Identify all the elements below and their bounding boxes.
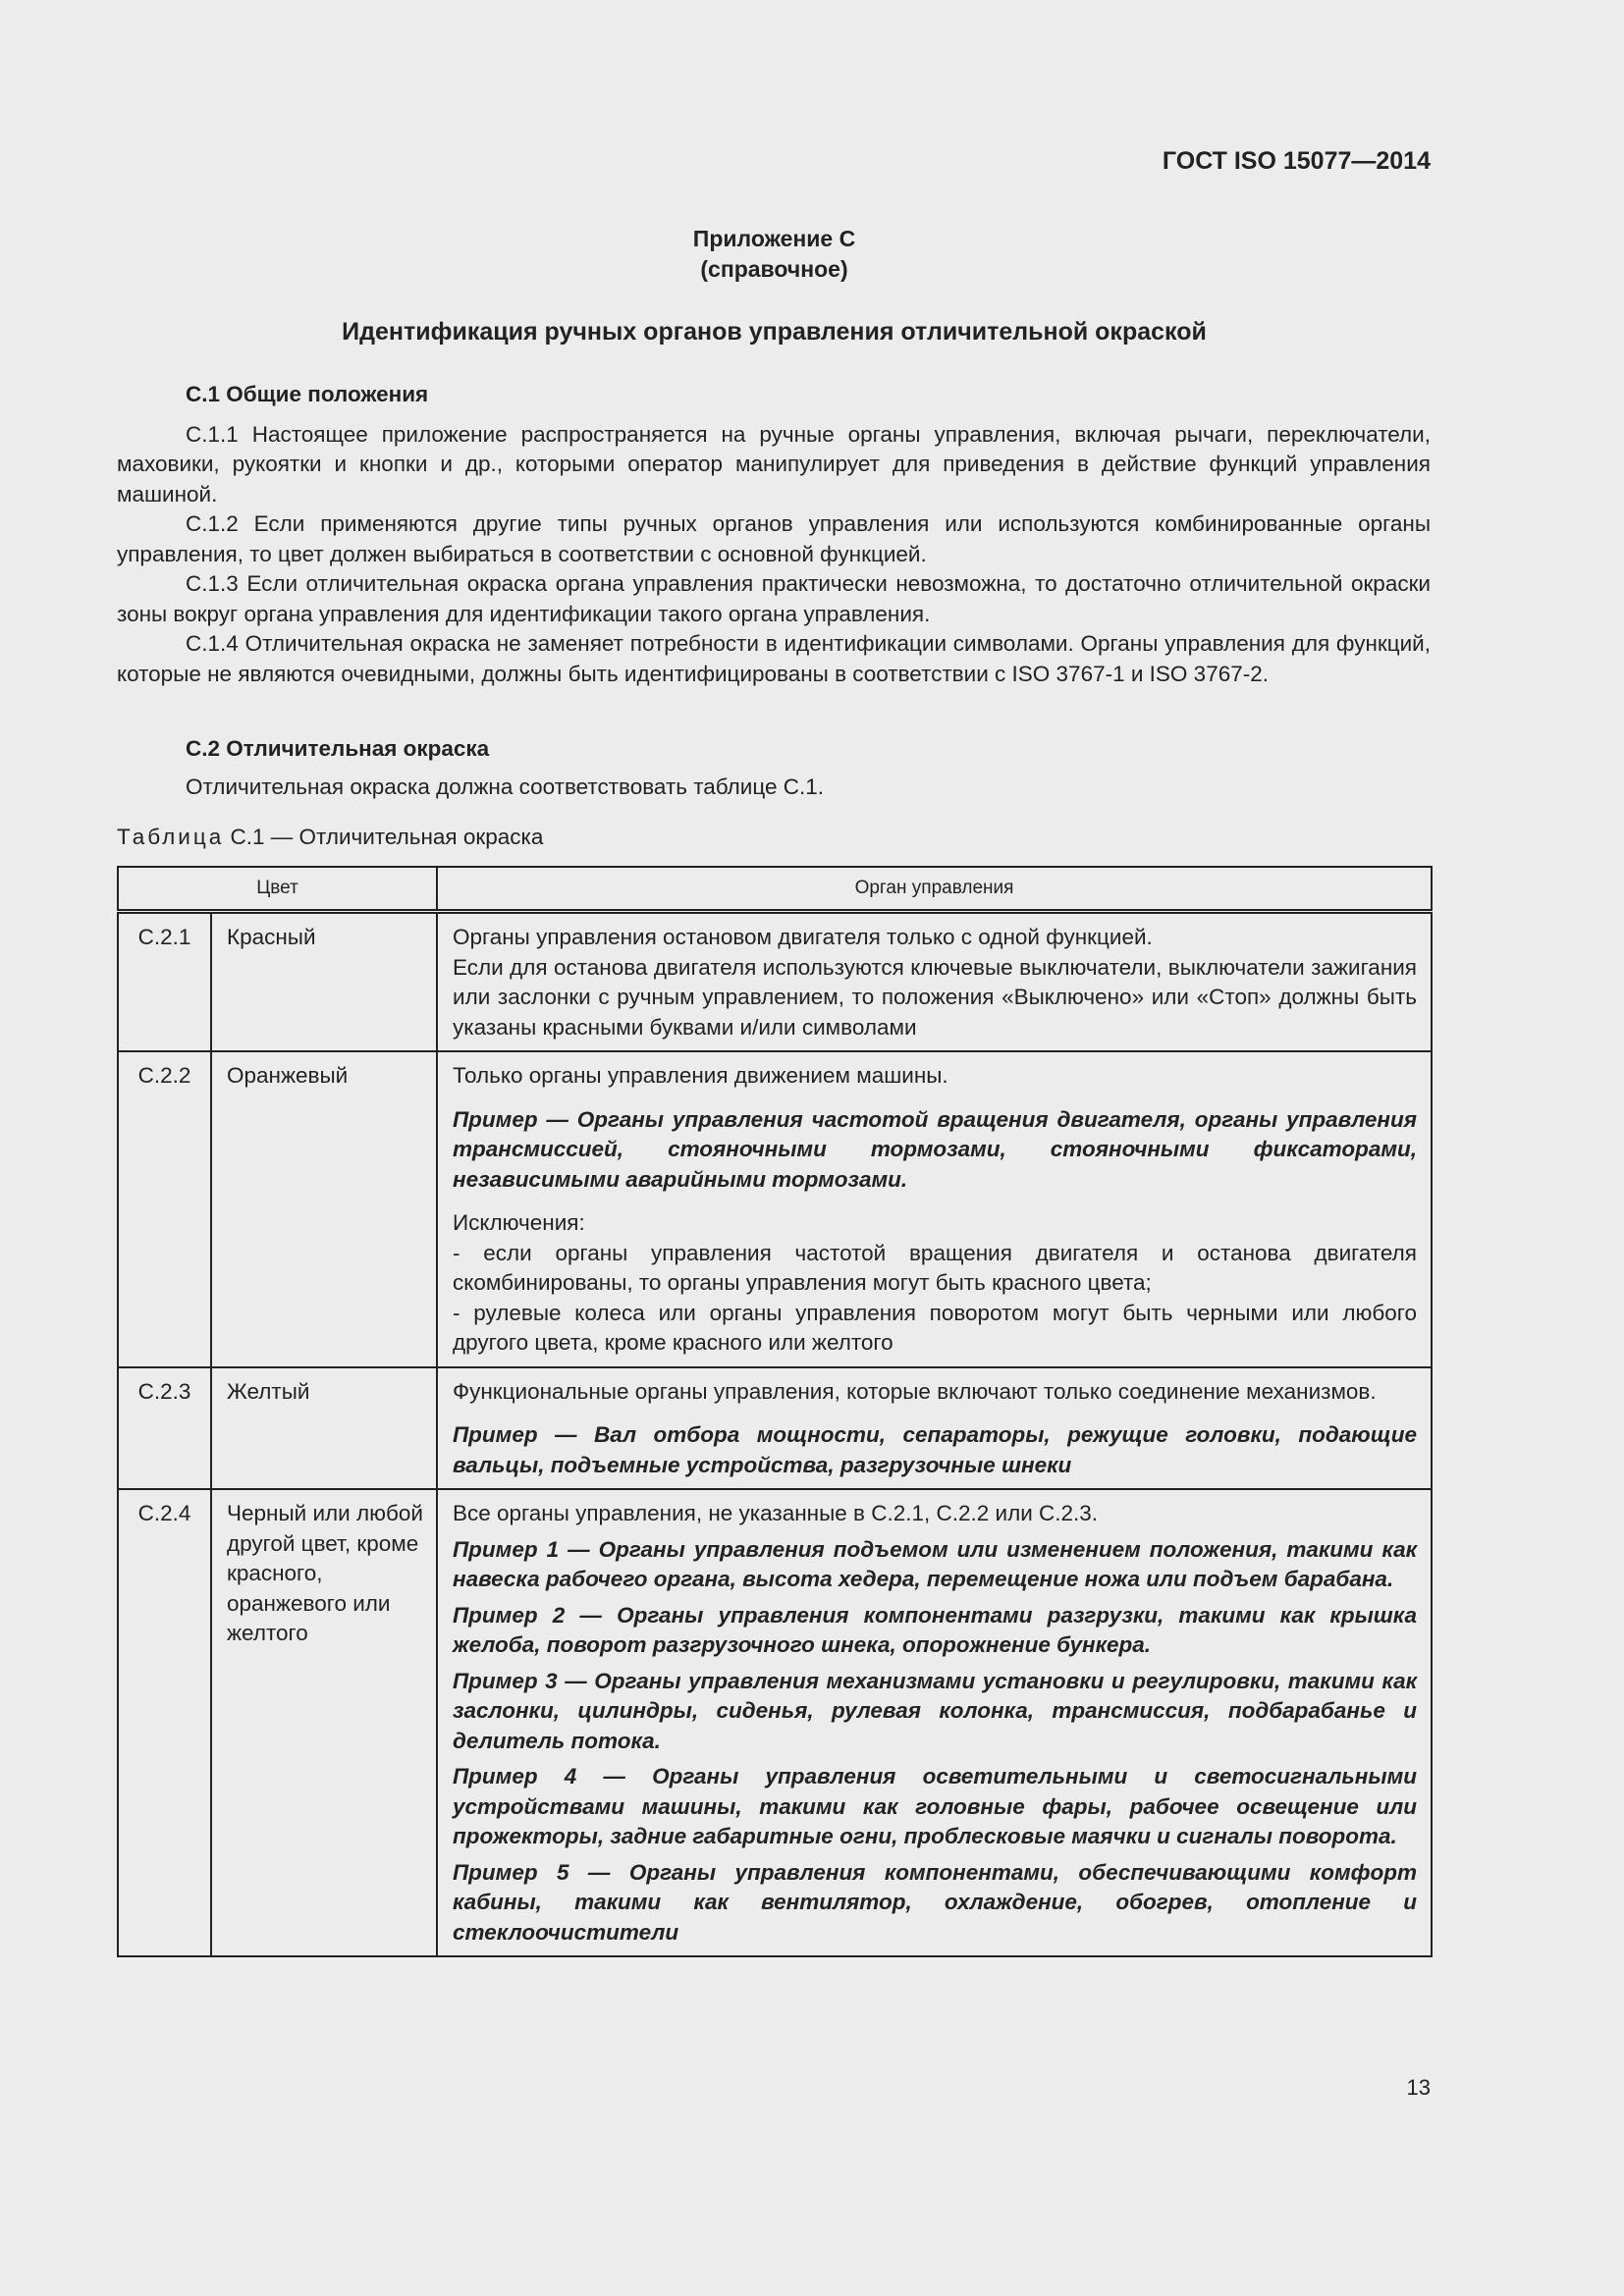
exception-item: - если органы управления частотой вращения двигателя и останова двигателя скомбинированы, то органы управления могут быть красного цвета; — [453, 1240, 1417, 1295]
document-id: ГОСТ ISO 15077—2014 — [1162, 147, 1431, 175]
example-text: Пример 5 — Органы управления компонентами, обеспечивающими комфорт кабины, такими как вентилятор, охлаждение, обогрев, отопление и стеклоочистители — [453, 1859, 1417, 1945]
example-text: Пример — Органы управления частотой вращения двигателя, органы управления трансмиссией, стояночными тормозами, стояночными фиксаторами, независимыми аварийными тормозами. — [453, 1106, 1417, 1192]
header-color: Цвет — [118, 867, 437, 912]
table-row — [118, 1489, 1432, 1956]
table-caption-label: Таблица — [117, 825, 225, 849]
row-number: С.2.3 — [118, 1367, 211, 1490]
table-row — [118, 1367, 1432, 1490]
row-number: С.2.1 — [118, 912, 211, 1052]
row-description — [437, 1051, 1432, 1367]
description-text: Если для останова двигателя используются ключевые выключатели, выключатели зажигания или заслонки с ручным управлением, то положения «Выключено» или «Стоп» должны быть указаны красными буквами и/или символами — [453, 954, 1417, 1040]
exception-item: - рулевые колеса или органы управления поворотом могут быть черными или любого другого цвета, кроме красного или желтого — [453, 1300, 1417, 1355]
page-number: 13 — [1406, 2075, 1431, 2100]
appendix-heading — [0, 224, 1548, 285]
paragraph-c11: С.1.1 Настоящее приложение распространяется на ручные органы управления, включая рычаги, переключатели, маховики, рукоятки и кнопки и др., которыми оператор манипулирует для приведения в действие функций управления машиной. — [117, 421, 1431, 507]
appendix-title: Приложение С — [692, 226, 856, 251]
row-color: Желтый — [211, 1367, 437, 1490]
section-coloring — [117, 734, 1431, 802]
appendix-type: (справочное) — [700, 256, 848, 282]
paragraph-c12: С.1.2 Если применяются другие типы ручных органов управления или используются комбинированные органы управления, то цвет должен выбираться в соответствии с основной функцией. — [117, 511, 1431, 566]
description-text: Только органы управления движением машины. — [453, 1063, 948, 1088]
row-number: С.2.2 — [118, 1051, 211, 1367]
section-general — [117, 380, 1431, 689]
example-text: Пример 1 — Органы управления подъемом или изменением положения, такими как навеска рабочего органа, высота хедера, перемещение ножа или подъем барабана. — [453, 1536, 1417, 1591]
paragraph-c14: С.1.4 Отличительная окраска не заменяет потребности в идентификации символами. Органы управления для функций, которые не являются очевидными, должны быть идентифицированы в соответствии с ISO 3767-1 и ISO 3767-2. — [117, 631, 1431, 686]
row-color: Оранжевый — [211, 1051, 437, 1367]
paragraph-c2: Отличительная окраска должна соответствовать таблице С.1. — [186, 774, 825, 799]
row-description — [437, 912, 1432, 1052]
annex-title: Идентификация ручных органов управления отличительной окраской — [342, 318, 1207, 346]
example-text: Пример 3 — Органы управления механизмами установки и регулировки, такими как заслонки, цилиндры, сиденья, рулевая колонка, трансмиссия, подбарабанье и делитель потока. — [453, 1668, 1417, 1753]
description-text: Все органы управления, не указанные в С.2.1, С.2.2 или С.2.3. — [453, 1501, 1099, 1525]
row-color: Красный — [211, 912, 437, 1052]
table-caption-text: С.1 — Отличительная окраска — [224, 825, 544, 849]
description-text: Органы управления остановом двигателя только с одной функцией. — [453, 925, 1153, 949]
row-description — [437, 1489, 1432, 1956]
paragraph-c13: С.1.3 Если отличительная окраска органа управления практически невозможна, то достаточно отличительной окраски зоны вокруг органа управления для идентификации такого органа управления. — [117, 571, 1431, 626]
table-row — [118, 912, 1432, 1052]
header-control: Орган управления — [437, 867, 1432, 912]
color-table — [117, 866, 1433, 1957]
section-heading-general: С.1 Общие положения — [186, 382, 429, 406]
example-text: Пример — Вал отбора мощности, сепараторы, режущие головки, подающие вальцы, подъемные устройства, разгрузочные шнеки — [453, 1422, 1417, 1477]
table-header-row — [118, 867, 1432, 912]
exceptions-heading: Исключения: — [453, 1210, 585, 1235]
row-description — [437, 1367, 1432, 1490]
description-text: Функциональные органы управления, которые включают только соединение механизмов. — [453, 1378, 1377, 1404]
row-number: С.2.4 — [118, 1489, 211, 1956]
table-row — [118, 1051, 1432, 1367]
example-text: Пример 4 — Органы управления осветительными и светосигнальными устройствами машины, такими как головные фары, рабочее освещение или прожекторы, задние габаритные огни, проблесковые маячки и сигналы поворота. — [453, 1764, 1417, 1848]
row-color: Черный или любой другой цвет, кроме красного, оранжевого или желтого — [211, 1489, 437, 1956]
example-text: Пример 2 — Органы управления компонентами разгрузки, такими как крышка желоба, поворот разгрузочного шнека, опорожнение бункера. — [453, 1602, 1417, 1657]
section-heading-coloring: С.2 Отличительная окраска — [186, 736, 490, 761]
table-caption — [117, 825, 543, 850]
